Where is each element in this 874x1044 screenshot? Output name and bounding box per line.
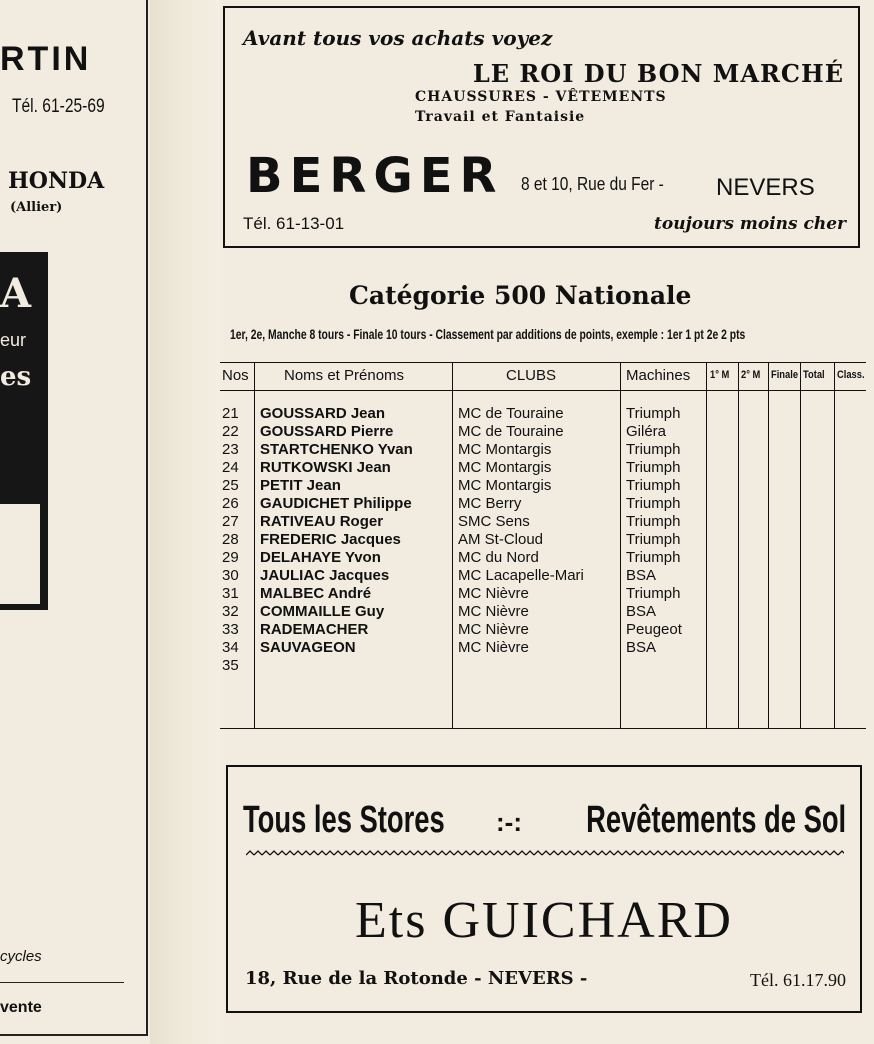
table-row: 34 SAUVAGEON MC Nièvre BSA xyxy=(222,639,657,656)
header-finale: Finale xyxy=(771,369,799,381)
table-row: 25 PETIT Jean MC Montargis Triumph xyxy=(222,477,681,494)
ad-city: NEVERS xyxy=(716,174,815,201)
left-black-es: es xyxy=(0,362,32,392)
entries-table xyxy=(220,360,866,730)
page-gutter xyxy=(150,0,220,1044)
left-black-ad xyxy=(0,252,48,610)
table-row: 24 RUTKOWSKI Jean MC Montargis Triumph xyxy=(222,459,681,476)
header-manche-2: 2° M xyxy=(741,369,761,381)
berger-advertisement xyxy=(223,6,860,248)
ad-tagline: toujours moins cher xyxy=(654,214,846,234)
header-clubs: CLUBS xyxy=(506,367,557,384)
table-top-rule xyxy=(220,362,866,363)
left-black-panel xyxy=(0,504,40,604)
header-machines: Machines xyxy=(626,367,691,384)
table-row: 22 GOUSSARD Pierre MC de Touraine Giléra xyxy=(222,423,667,440)
guichard-advertisement xyxy=(226,765,862,1013)
ad-separator: :-: xyxy=(496,807,522,837)
header-class: Class. xyxy=(837,369,865,381)
ad-products-line: CHAUSSURES - VÊTEMENTS xyxy=(415,89,667,105)
left-ad-tel: Tél. 61-25-69 xyxy=(12,96,105,117)
table-row: 26 GAUDICHET Philippe MC Berry Triumph xyxy=(222,495,681,512)
table-header-rule xyxy=(220,390,866,391)
ad-brand: BERGER xyxy=(246,148,504,204)
category-subtitle: 1er, 2e, Manche 8 tours - Finale 10 tours - Classement par additions de points, exemple : 1er 1 pt 2e 2 pts xyxy=(230,326,746,342)
header-names: Noms et Prénoms xyxy=(284,367,405,384)
header-nos: Nos xyxy=(222,367,249,384)
table-row: 33 RADEMACHER MC Nièvre Peugeot xyxy=(222,621,682,638)
table-row: 29 DELAHAYE Yvon MC du Nord Triumph xyxy=(222,549,681,566)
table-row: 35 xyxy=(222,657,239,674)
ad-floor-text: Revêtements de Sol xyxy=(585,799,846,841)
ad-company-address: 18, Rue de la Rotonde - NEVERS - xyxy=(245,968,588,989)
ad-stores-text: Tous les Stores xyxy=(243,799,445,841)
left-ad-honda: HONDA xyxy=(8,168,105,194)
left-black-eur: eur xyxy=(0,330,27,350)
decorative-wave-rule xyxy=(246,850,844,856)
left-ad-name: RTIN xyxy=(0,40,92,78)
ad-telephone: Tél. 61-13-01 xyxy=(243,214,345,233)
table-bottom-rule xyxy=(220,728,866,729)
table-row: 27 RATIVEAU Roger SMC Sens Triumph xyxy=(222,513,681,530)
left-divider xyxy=(0,982,124,983)
left-page-fragment xyxy=(0,0,148,1036)
ad-products-subline: Travail et Fantaisie xyxy=(415,109,586,125)
table-row: 32 COMMAILLE Guy MC Nièvre BSA xyxy=(222,603,657,620)
table-row: 30 JAULIAC Jacques MC Lacapelle-Mari BSA xyxy=(222,567,657,584)
ad-store-name: LE ROI DU BON MARCHÉ xyxy=(472,59,844,88)
category-title: Catégorie 500 Nationale xyxy=(349,281,692,310)
table-row: 21 GOUSSARD Jean MC de Touraine Triumph xyxy=(222,405,681,422)
ad-address: 8 et 10, Rue du Fer - xyxy=(521,174,664,194)
table-row: 31 MALBEC André MC Nièvre Triumph xyxy=(222,585,681,602)
header-total: Total xyxy=(803,369,825,381)
left-ad-cycles: cycles xyxy=(0,948,42,965)
left-black-letter: A xyxy=(0,270,32,317)
header-manche-1: 1° M xyxy=(710,369,730,381)
left-ad-allier: (Allier) xyxy=(10,200,63,215)
left-ad-vente: vente xyxy=(0,999,42,1016)
table-row: 28 FREDERIC Jacques AM St-Cloud Triumph xyxy=(222,531,681,548)
ad-company-tel: Tél. 61.17.90 xyxy=(750,970,846,990)
table-row: 23 STARTCHENKO Yvan MC Montargis Triumph xyxy=(222,441,681,458)
ad-slogan: Avant tous vos achats voyez xyxy=(243,26,553,50)
ad-company-name: Ets GUICHARD xyxy=(355,892,733,949)
